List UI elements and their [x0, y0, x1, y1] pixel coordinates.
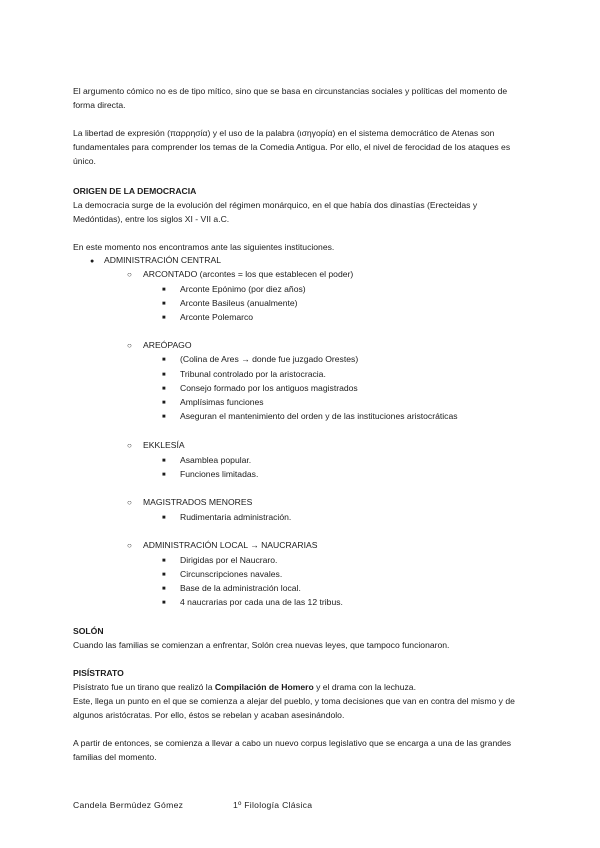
list-item: ■ Amplísimas funciones: [162, 395, 264, 410]
list-item-ekklesia: [127, 438, 185, 453]
libertad-paragraph: La libertad de expresión (παρρησία) y el uso de la palabra (ισηγορία) en el sistema democrático de Atenas son fundamentales para comprender los temas de la Comedia Antigua. Por ello, el nivel de ferocidad de los ataques es único.: [73, 128, 511, 167]
pisistrato-line-1: Pisístrato fue un tirano que realizó la Compilación de Homero y el drama con la lechuza.: [73, 682, 416, 692]
list-item-label: EKKLESÍA: [143, 440, 185, 450]
origen-paragraph: La democracia surge de la evolución del régimen monárquico, en el que había dos dinastías (Erecteidas y Medóntidas), entre los siglos XI - VII a.C.: [73, 200, 478, 225]
list-item: ■ 4 naucrarias por cada una de las 12 tribus.: [162, 595, 343, 610]
bullet-square-icon: ■: [162, 600, 166, 606]
footer-course: 1º Filología Clásica: [233, 800, 313, 810]
bullet-square-icon: ■: [162, 558, 166, 564]
bullet-square-icon: ■: [162, 586, 166, 592]
list-item-label: ADMINISTRACIÓN CENTRAL: [104, 255, 221, 265]
bullet-square-icon: ■: [162, 357, 166, 363]
bullet-square-icon: ■: [162, 400, 166, 406]
bullet-square-icon: ■: [162, 386, 166, 392]
bullet-circle-icon: ○: [127, 441, 132, 450]
list-item: ■ Aseguran el mantenimiento del orden y de las instituciones aristocráticas: [162, 409, 458, 424]
compilacion-bold-text: Compilación de Homero: [214, 682, 314, 692]
intro-paragraph: El argumento cómico no es de tipo mítico, sino que se basa en circunstancias sociales y políticas del momento de forma directa.: [73, 86, 508, 111]
bullet-square-icon: ■: [162, 301, 166, 307]
bullet-square-icon: ■: [162, 414, 166, 420]
pisistrato-paragraph: Este, llega un punto en el que se comienza a alejar del pueblo, y toma decisiones que van en contra del mismo y de algunos aristócratas. Por ello, éstos se rebelan y acaban asesinándolo.: [73, 696, 515, 721]
bullet-square-icon: ■: [162, 315, 166, 321]
list-item: ■ Arconte Epónimo (por diez años): [162, 282, 306, 297]
solon-paragraph: Cuando las familias se comienzan a enfrentar, Solón crea nuevas leyes, que tampoco funcionaron.: [73, 640, 450, 650]
bullet-disc-icon: ●: [90, 258, 95, 265]
list-item-admin-local: [127, 538, 317, 553]
list-item: ■ Base de la administración local.: [162, 581, 301, 596]
bullet-square-icon: ■: [162, 515, 166, 521]
list-item: ■ (Colina de Ares → donde fue juzgado Orestes): [162, 352, 358, 367]
list-item: ■ Dirigidas por el Naucraro.: [162, 553, 277, 568]
bullet-square-icon: ■: [162, 572, 166, 578]
list-item: ■ Rudimentaria administración.: [162, 510, 291, 525]
list-item: ■ Tribunal controlado por la aristocracia.: [162, 367, 326, 382]
bullet-circle-icon: ○: [127, 341, 132, 350]
bullet-square-icon: ■: [162, 458, 166, 464]
bullet-square-icon: ■: [162, 372, 166, 378]
list-item-label: ADMINISTRACIÓN LOCAL → NAUCRARIAS: [143, 540, 318, 550]
list-item: ■ Circunscripciones navales.: [162, 567, 282, 582]
list-item-label: ARCONTADO (arcontes = los que establecen el poder): [143, 269, 354, 279]
solon-heading: SOLÓN: [73, 626, 104, 636]
list-item-label: MAGISTRADOS MENORES: [143, 497, 253, 507]
list-item-magistrados: [127, 495, 252, 510]
list-item: ■ Funciones limitadas.: [162, 467, 258, 482]
list-item: ■ Consejo formado por los antiguos magistrados: [162, 381, 358, 396]
origen-heading: ORIGEN DE LA DEMOCRACIA: [73, 186, 197, 196]
footer-author: Candela Bermúdez Gómez: [73, 800, 184, 810]
instituciones-intro: En este momento nos encontramos ante las siguientes instituciones.: [73, 242, 335, 252]
bullet-square-icon: ■: [162, 287, 166, 293]
final-paragraph: A partir de entonces, se comienza a llevar a cabo un nuevo corpus legislativo que se encarga a una de las grandes familias del momento.: [73, 738, 512, 763]
list-item: ■ Arconte Basileus (anualmente): [162, 296, 298, 311]
pisistrato-heading: PISÍSTRATO: [73, 668, 124, 678]
list-item-label: AREÓPAGO: [143, 340, 192, 350]
bullet-circle-icon: ○: [127, 270, 132, 279]
list-item-areopago: [127, 338, 192, 353]
list-item: ■ Asamblea popular.: [162, 453, 251, 468]
list-item: ■ Arconte Polemarco: [162, 310, 253, 325]
list-item-arcontado: [127, 267, 353, 282]
bullet-square-icon: ■: [162, 472, 166, 478]
bullet-circle-icon: ○: [127, 541, 132, 550]
bullet-circle-icon: ○: [127, 498, 132, 507]
